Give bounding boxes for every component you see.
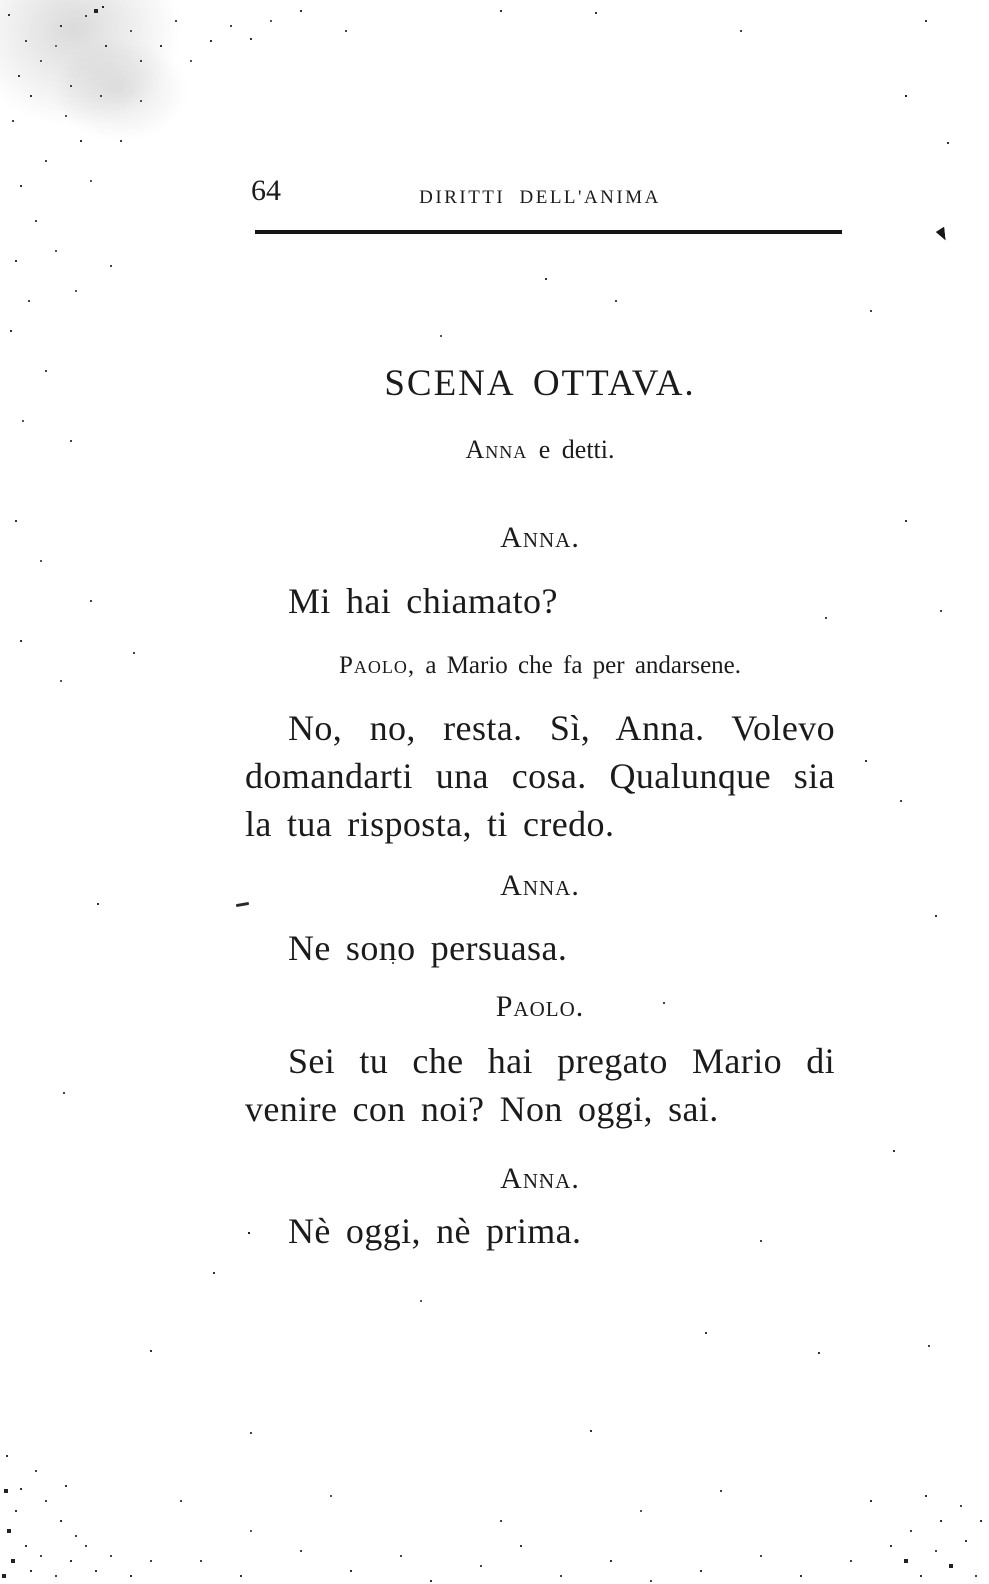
dialogue-line: Mi hai chiamato? [288, 581, 558, 621]
scan-smudge [40, 30, 200, 150]
dialogue-line: Sei tu che hai pregato Mario di [288, 1041, 835, 1081]
ink-blot-mark [935, 227, 945, 242]
speaker-label-anna: Anna. [500, 1162, 580, 1195]
running-title: DIRITTI DELL'ANIMA [419, 187, 661, 208]
speaker-label-anna: Anna. [500, 869, 580, 902]
dialogue-line: venire con noi? Non oggi, sai. [245, 1089, 719, 1129]
stage-direction [245, 652, 835, 681]
scene-heading: SCENA OTTAVA. [384, 363, 696, 404]
scene-character-name: Anna [465, 435, 528, 464]
dialogue-line: la tua risposta, ti credo. [245, 804, 615, 844]
dialogue-line: domandarti una cosa. Qualunque sia [245, 756, 835, 796]
page-number: 64 [251, 174, 281, 207]
scene-characters-rest: e detti. [527, 435, 615, 464]
speaker-label-anna: Anna. [500, 521, 580, 554]
speech-anna [245, 577, 835, 625]
speech-paolo [245, 1037, 835, 1133]
speech-anna [245, 1207, 835, 1255]
dialogue-line: No, no, resta. Sì, Anna. Volevo [288, 708, 835, 748]
dialogue-line: Ne sono persuasa. [288, 928, 568, 968]
scan-mark [236, 902, 249, 907]
stage-direction-text: a Mario che fa per andarsene. [415, 652, 742, 679]
speaker-label-paolo: Paolo. [495, 990, 585, 1023]
scene-characters [245, 436, 835, 465]
header-rule [255, 230, 842, 234]
dialogue-line: Nè oggi, nè prima. [288, 1211, 582, 1251]
speech-anna [245, 924, 835, 972]
scan-noise [0, 0, 2, 2]
speech-paolo [245, 704, 835, 848]
stage-direction-speaker: Paolo, [338, 652, 416, 679]
